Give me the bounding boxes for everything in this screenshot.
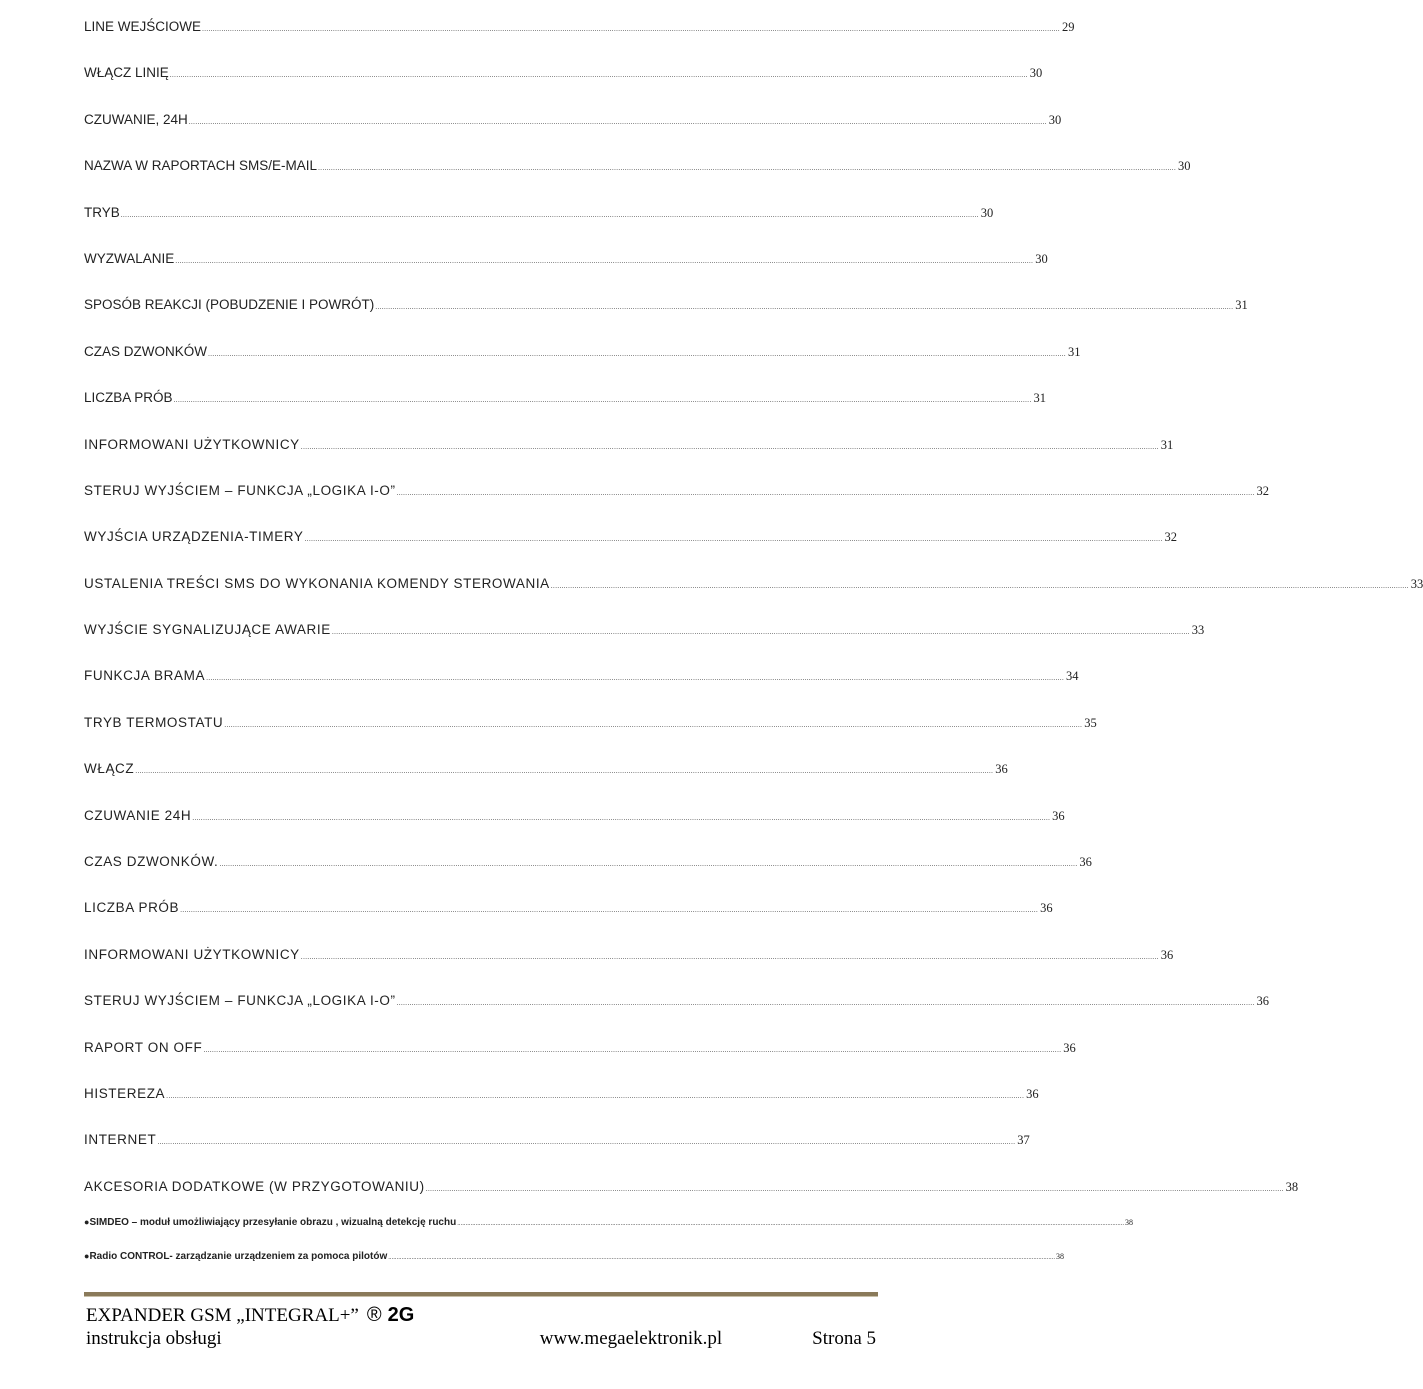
toc-entry-page: 33 [1191, 623, 1205, 638]
toc-entry[interactable] [84, 575, 1423, 622]
page-footer [86, 1303, 876, 1350]
toc-entry-title: CZAS DZWONKÓW [84, 343, 207, 359]
toc-entry[interactable] [84, 993, 1270, 1039]
toc-entry[interactable] [84, 1039, 1076, 1086]
toc-entry-page: 31 [1067, 344, 1081, 359]
toc-entry-page: 35 [1084, 715, 1097, 730]
toc-entry-page: 32 [1256, 483, 1270, 498]
toc-entry-title: WŁĄCZ [84, 761, 135, 777]
dot-leader: ................................................................................................................................................................................................................................................................................................................................................................................................................ [300, 953, 1159, 961]
toc-entry[interactable] [84, 158, 1191, 204]
dot-leader: ................................................................................................................................................................................................................................................................................................................................................................................................................ [396, 1000, 1255, 1008]
toc-entry[interactable] [84, 482, 1270, 529]
bullet-icon: ● [84, 1217, 90, 1227]
toc-entry-title: RAPORT ON OFF [84, 1039, 203, 1055]
toc-entry-page: 36 [1040, 901, 1053, 916]
dot-leader: ................................................................................................................................................................................................................................................................................................................................................................................................................ [202, 26, 1060, 33]
registered-mark: ® [366, 1304, 382, 1326]
page-number: Strona 5 [812, 1328, 876, 1349]
toc-entry[interactable] [84, 436, 1174, 483]
toc-entry-title: INFORMOWANI UŻYTKOWNICY [84, 436, 300, 452]
toc-entry-page: 36 [1079, 855, 1092, 870]
toc-entry-page: 36 [1256, 994, 1270, 1009]
toc-entry[interactable] [84, 65, 1043, 111]
toc-entry-page: 30 [1177, 159, 1191, 174]
accessory-list [84, 1217, 1133, 1285]
toc-bullet-page: 38 [1125, 1218, 1133, 1227]
dot-leader: ................................................................................................................................................................................................................................................................................................................................................................................................................ [157, 1139, 1016, 1147]
dot-leader: ................................................................................................................................................................................................................................................................................................................................................................................................................ [331, 629, 1190, 637]
manual-label: instrukcja obsługi [86, 1328, 222, 1349]
toc-entry-page: 29 [1061, 20, 1075, 34]
toc-entry[interactable] [84, 1132, 1030, 1178]
toc-entry-page: 34 [1066, 669, 1079, 684]
dot-leader: ................................................................................................................................................................................................................................................................................................................................................................................................................ [396, 489, 1255, 497]
toc-entry[interactable] [84, 1085, 1039, 1132]
dot-leader: ................................................................................................................................................................................................................................................................................................................................................................................................................ [175, 257, 1034, 265]
toc-entry-page: 30 [980, 205, 994, 220]
toc-entry-title: LICZBA PRÓB [84, 390, 173, 406]
toc-entry[interactable] [84, 250, 1048, 297]
toc-entry-page: 38 [1285, 1179, 1299, 1194]
toc-entry[interactable] [84, 297, 1248, 343]
toc-entry-page: 36 [995, 762, 1008, 777]
dot-leader: ................................................................................................................................................................................................................................................................................................................................................................................................................ [206, 675, 1065, 683]
toc-entry-title: USTALENIA TREŚCI SMS DO WYKONANIA KOMENDY STEROWANIA [84, 575, 550, 591]
dot-leader: ................................................................................................................................................................................................................................................................................................................................................................................................................ [457, 1221, 1124, 1227]
toc-entry-title: TRYB TERMOSTATU [84, 714, 224, 730]
toc-entry-title: LINE WEJŚCIOWE [84, 19, 202, 34]
toc-entry[interactable] [84, 622, 1205, 668]
dot-leader: ................................................................................................................................................................................................................................................................................................................................................................................................................ [135, 768, 994, 776]
toc-entry-title: HISTEREZA [84, 1085, 166, 1101]
toc-entry-page: 31 [1160, 437, 1174, 452]
dot-leader: ................................................................................................................................................................................................................................................................................................................................................................................................................ [304, 536, 1163, 544]
toc-entry-title: LICZBA PRÓB [84, 900, 180, 916]
dot-leader: ................................................................................................................................................................................................................................................................................................................................................................................................................ [425, 1185, 1284, 1193]
toc-entry[interactable] [84, 343, 1081, 390]
toc-entry-title: CZUWANIE, 24H [84, 111, 188, 127]
toc-entry[interactable] [84, 807, 1065, 854]
dot-leader: ................................................................................................................................................................................................................................................................................................................................................................................................................ [375, 304, 1234, 312]
toc-entry-page: 31 [1235, 298, 1248, 313]
toc-entry-title: WŁĄCZ LINIĘ [84, 65, 169, 81]
toc-entry-page: 33 [1410, 576, 1423, 591]
toc-entry-page: 36 [1063, 1040, 1076, 1055]
dot-leader: ................................................................................................................................................................................................................................................................................................................................................................................................................ [173, 397, 1032, 405]
bullet-icon: ● [84, 1251, 90, 1261]
toc-entry-page: 30 [1035, 251, 1048, 266]
toc-entry-title: STERUJ WYJŚCIEM – FUNKCJA „LOGIKA I-O” [84, 482, 396, 498]
toc-entry[interactable] [84, 761, 1008, 807]
toc-entry-title: WYJŚCIE SYGNALIZUJĄCE AWARIE [84, 622, 331, 638]
toc-entry-page: 30 [1029, 66, 1043, 81]
toc-bullet-entry[interactable] [84, 1217, 1133, 1251]
toc-entry-page: 32 [1164, 530, 1177, 545]
toc-entry-title: STERUJ WYJŚCIEM – FUNKCJA „LOGIKA I-O” [84, 993, 396, 1009]
toc-entry-title: AKCESORIA DODATKOWE (W PRZYGOTOWANIU) [84, 1178, 425, 1194]
toc-entry[interactable] [84, 529, 1177, 575]
toc-entry-title: NAZWA W RAPORTACH SMS/E-MAIL [84, 158, 318, 174]
footer-info-line [86, 1328, 876, 1350]
toc-entry-title: INFORMOWANI UŻYTKOWNICY [84, 946, 300, 962]
toc-bullet-title: Radio CONTROL- zarządzanie urządzeniem za pomoca pilotów [89, 1251, 388, 1262]
toc-entry[interactable] [84, 946, 1174, 993]
toc-entry-title: TRYB [84, 204, 120, 220]
dot-leader: ................................................................................................................................................................................................................................................................................................................................................................................................................ [192, 814, 1051, 822]
dot-leader: ................................................................................................................................................................................................................................................................................................................................................................................................................ [318, 165, 1176, 173]
footer-divider [84, 1292, 878, 1297]
toc-entry[interactable] [84, 19, 1075, 65]
toc-entry[interactable] [84, 900, 1053, 946]
toc-entry[interactable] [84, 390, 1046, 436]
toc-bullet-title: SIMDEO – moduł umożliwiający przesyłanie obrazu , wizualną detekcję ruchu [89, 1217, 457, 1228]
toc-entry-page: 31 [1033, 391, 1046, 406]
toc-entry-page: 36 [1160, 947, 1174, 962]
dot-leader: ................................................................................................................................................................................................................................................................................................................................................................................................................ [219, 861, 1078, 869]
toc-bullet-entry[interactable] [84, 1251, 1065, 1285]
dot-leader: ................................................................................................................................................................................................................................................................................................................................................................................................................ [169, 72, 1028, 80]
toc-bullet-page: 38 [1056, 1252, 1065, 1261]
generation-label: 2G [387, 1304, 415, 1326]
dot-leader: ................................................................................................................................................................................................................................................................................................................................................................................................................ [300, 443, 1159, 451]
toc-entry[interactable] [84, 111, 1062, 158]
toc-entry-title: CZAS DZWONKÓW. [84, 854, 219, 870]
dot-leader: ................................................................................................................................................................................................................................................................................................................................................................................................................ [550, 582, 1409, 590]
dot-leader: ................................................................................................................................................................................................................................................................................................................................................................................................................ [224, 721, 1083, 729]
toc-entry-title: WYZWALANIE [84, 250, 175, 266]
dot-leader: ................................................................................................................................................................................................................................................................................................................................................................................................................ [208, 350, 1066, 358]
toc-entry-title: INTERNET [84, 1132, 157, 1148]
toc-entry-title: SPOSÓB REAKCJI (POBUDZENIE I POWRÓT) [84, 297, 375, 313]
dot-leader: ................................................................................................................................................................................................................................................................................................................................................................................................................ [120, 211, 979, 219]
table-of-contents [84, 19, 1423, 1225]
dot-leader: ................................................................................................................................................................................................................................................................................................................................................................................................................ [188, 118, 1047, 126]
toc-entry-page: 30 [1048, 112, 1062, 127]
toc-entry-title: WYJŚCIA URZĄDZENIA-TIMERY [84, 529, 304, 545]
website-link[interactable]: www.megaelektronik.pl [539, 1328, 723, 1349]
product-name: EXPANDER GSM „INTEGRAL+” [86, 1305, 359, 1326]
toc-entry-page: 36 [1026, 1086, 1039, 1101]
toc-entry[interactable] [84, 668, 1079, 714]
toc-entry[interactable] [84, 714, 1097, 761]
dot-leader: ................................................................................................................................................................................................................................................................................................................................................................................................................ [166, 1092, 1025, 1100]
footer-product-line [86, 1303, 876, 1328]
toc-entry-title: CZUWANIE 24H [84, 807, 192, 823]
toc-entry-title: FUNKCJA BRAMA [84, 668, 206, 684]
dot-leader: ................................................................................................................................................................................................................................................................................................................................................................................................................ [180, 907, 1039, 915]
toc-entry-page: 37 [1017, 1133, 1030, 1148]
dot-leader: ................................................................................................................................................................................................................................................................................................................................................................................................................ [388, 1255, 1056, 1261]
dot-leader: ................................................................................................................................................................................................................................................................................................................................................................................................................ [203, 1046, 1062, 1054]
toc-entry-page: 36 [1052, 808, 1065, 823]
toc-entry[interactable] [84, 204, 994, 251]
toc-entry[interactable] [84, 854, 1092, 900]
